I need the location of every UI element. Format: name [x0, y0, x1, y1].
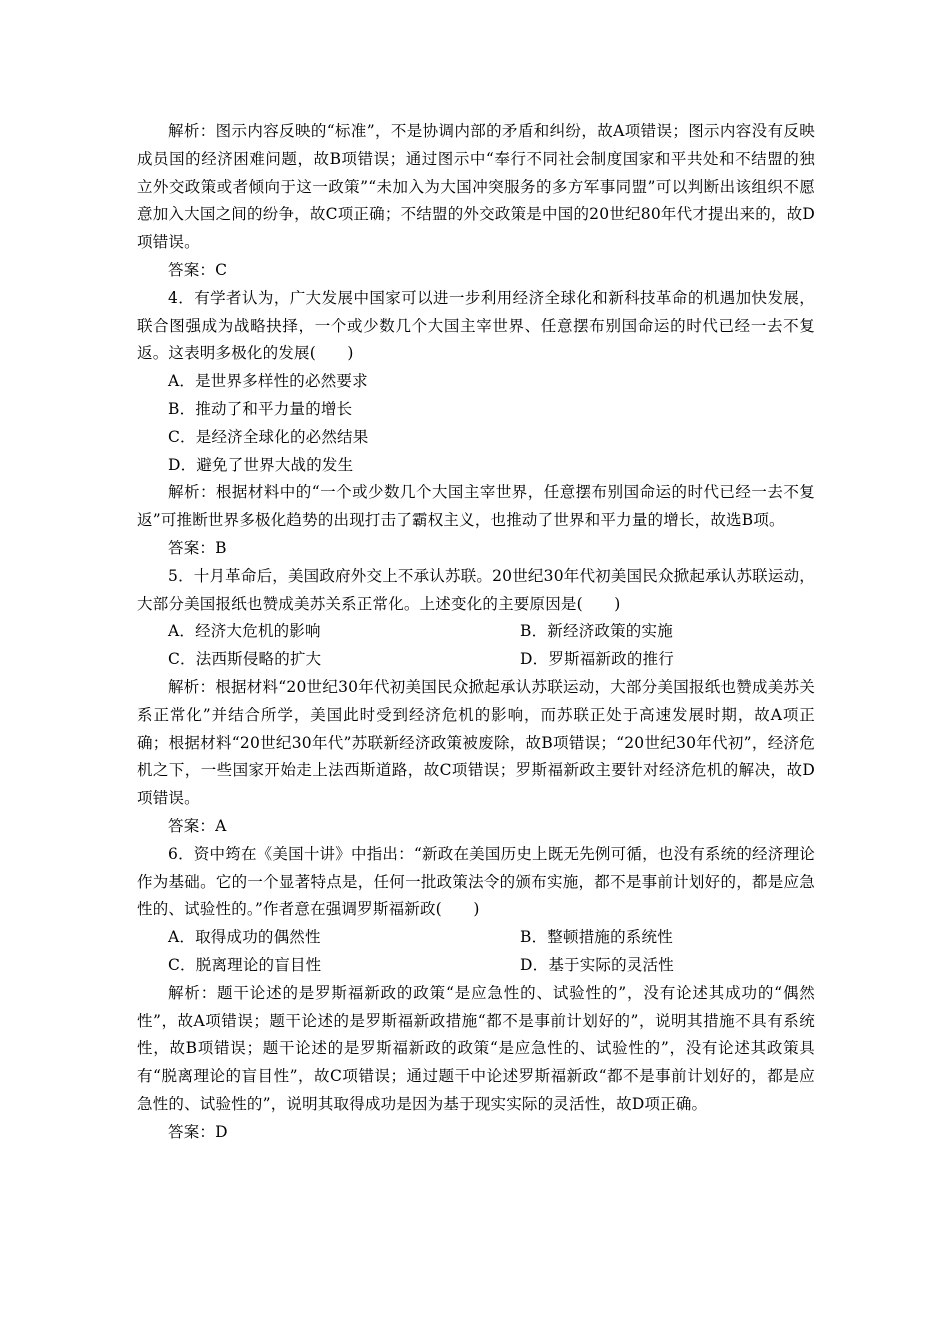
- q4-stem: 4．有学者认为，广大发展中国家可以进一步利用经济全球化和新科技革命的机遇加快发展，联合图强成为战略抉择，一个或少数几个大国主宰世界、任意摆布别国命运的时代已经一去不复返。这表明多极化的发展( ): [137, 288, 815, 363]
- q5-option-d: D．罗斯福新政的推行: [520, 650, 674, 669]
- q6-option-c: C．脱离理论的盲目性: [168, 955, 322, 974]
- q6-option-a: A．取得成功的偶然性: [168, 928, 321, 947]
- q5-option-a: A．经济大危机的影响: [168, 622, 321, 641]
- q4-option-c: C．是经济全球化的必然结果: [168, 427, 369, 446]
- q4-analysis: 解析：根据材料中的“一个或少数几个大国主宰世界，任意摆布别国命运的时代已经一去不复返”可推断世界多极化趋势的出现打击了霸权主义，也推动了世界和平力量的增长，故选B项。: [137, 483, 815, 530]
- document-page: [137, 118, 815, 1146]
- q5-option-c: C．法西斯侵略的扩大: [168, 650, 322, 669]
- q4-answer: 答案：B: [168, 538, 227, 557]
- q6-stem: 6．资中筠在《美国十讲》中指出：“新政在美国历史上既无先例可循，也没有系统的经济理论作为基础。它的一个显著特点是，任何一批政策法令的颁布实施，都不是事前计划好的，都是应急性的、试验性的。”作者意在强调罗斯福新政( ): [137, 844, 815, 919]
- q6-analysis: 解析：题干论述的是罗斯福新政的政策“是应急性的、试验性的”，没有论述其成功的“偶然性”，故A项错误；题干论述的是罗斯福新政措施“都不是事前计划好的”，说明其措施不具有系统性，故B项错误；题干论述的是罗斯福新政的政策“是应急性的、试验性的”，没有论述其政策具有“脱离理论的盲目性”，故C项错误；通过题干中论述罗斯福新政“都不是事前计划好的，都是应急性的、试验性的”，说明其取得成功是因为基于现实实际的灵活性，故D项正确。: [137, 983, 815, 1113]
- q3-analysis: 解析：图示内容反映的“标准”，不是协调内部的矛盾和纠纷，故A项错误；图示内容没有反映成员国的经济困难问题，故B项错误；通过图示中“奉行不同社会制度国家和平共处和不结盟的独立外交政策或者倾向于这一政策”“未加入为大国冲突服务的多方军事同盟”可以判断出该组织不愿意加入大国之间的纷争，故C项正确；不结盟的外交政策是中国的20世纪80年代才提出来的，故D项错误。: [137, 122, 815, 252]
- q5-options-row-1: [137, 618, 815, 646]
- q5-options-row-2: [137, 646, 815, 674]
- q5-analysis: 解析：根据材料“20世纪30年代初美国民众掀起承认苏联运动，大部分美国报纸也赞成美苏关系正常化”并结合所学，美国此时受到经济危机的影响，而苏联正处于高速发展时期，故A项正确；根据材料“20世纪30年代”苏联新经济政策被废除，故B项错误；“20世纪30年代初”，经济危机之下，一些国家开始走上法西斯道路，故C项错误；罗斯福新政主要针对经济危机的解决，故D项错误。: [137, 677, 815, 808]
- q5-answer: 答案：A: [168, 816, 227, 835]
- q4-option-b: B．推动了和平力量的增长: [168, 399, 353, 418]
- q3-answer: 答案：C: [168, 260, 228, 279]
- q4-option-a: A．是世界多样性的必然要求: [168, 372, 368, 391]
- q6-options-row-1: [137, 924, 815, 952]
- q4-option-d: D．避免了世界大战的发生: [168, 455, 354, 474]
- q6-options-row-2: [137, 952, 815, 980]
- q6-answer: 答案：D: [168, 1122, 228, 1141]
- q5-option-b: B．新经济政策的实施: [520, 622, 673, 641]
- q5-stem: 5．十月革命后，美国政府外交上不承认苏联。20世纪30年代初美国民众掀起承认苏联运动，大部分美国报纸也赞成美苏关系正常化。上述变化的主要原因是( ): [137, 566, 815, 613]
- q6-option-b: B．整顿措施的系统性: [520, 928, 673, 947]
- q6-option-d: D．基于实际的灵活性: [520, 955, 674, 974]
